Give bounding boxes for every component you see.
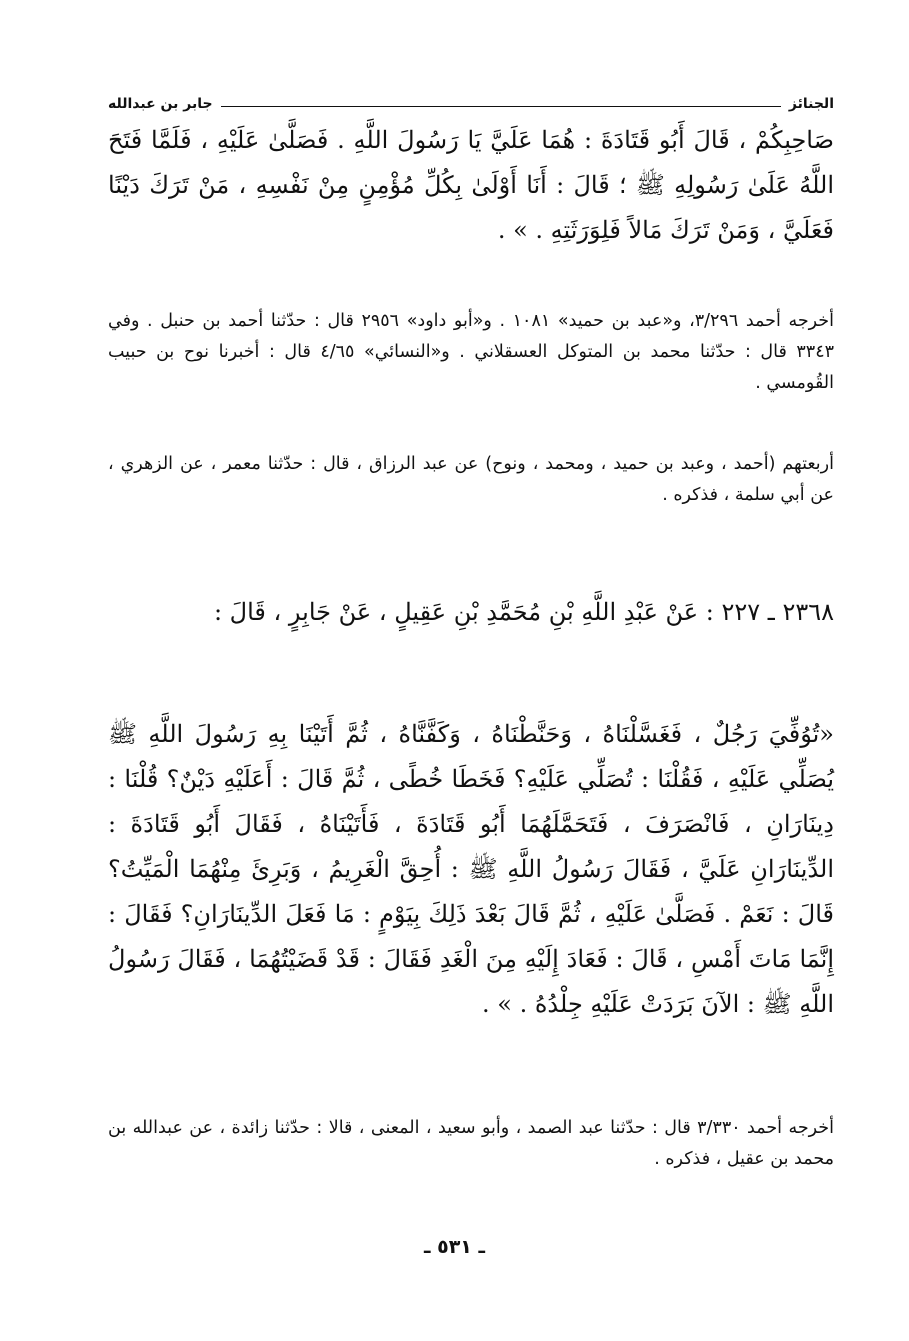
takhrij-paragraph-2: أربعتهم (أحمد ، وعبد بن حميد ، ومحمد ، ونوح) عن عبد الرزاق ، قال : حدّثنا معمر ، عن الزهري ، عن أبي سلمة ، فذكره . [108, 454, 834, 505]
takhrij-paragraph-1: أخرجه أحمد ٣/٢٩٦، و«عبد بن حميد» ١٠٨١ . و«أبو داود» ٢٩٥٦ قال : حدّثنا أحمد بن حنبل . وفي ٣٣٤٣ قال : حدّثنا محمد بن المتوكل العسقلاني . و«النسائي» ٤/٦٥ قال : أخبرنا نوح بن حبيب القُومسي . [108, 311, 834, 393]
hadith-heading: ٢٣٦٨ ـ ٢٢٧ : عَنْ عَبْدِ اللَّهِ بْنِ مُحَمَّدِ بْنِ عَقِيلٍ ، عَنْ جَابِرٍ ، قَالَ : [213, 598, 834, 626]
chapter-title: الجنائز [788, 96, 834, 112]
narrator-title: جابر بن عبدالله [108, 96, 213, 112]
takhrij-paragraph-3: أخرجه أحمد ٣/٣٣٠ قال : حدّثنا عبد الصمد ، وأبو سعيد ، المعنى ، قالا : حدّثنا زائدة ، عن عبدالله بن محمد بن عقيل ، فذكره . [108, 1118, 834, 1169]
page-number: ـ ٥٣١ ـ [423, 1236, 485, 1258]
running-header [108, 90, 834, 112]
hadith-body: «تُوُفِّيَ رَجُلٌ ، فَغَسَّلْنَاهُ ، وَحَنَّطْنَاهُ ، وَكَفَّنَّاهُ ، ثُمَّ أَتَيْنَا بِهِ رَسُولَ اللَّهِ ﷺ يُصَلِّي عَلَيْهِ ، فَقُلْنَا : تُصَلِّي عَلَيْهِ؟ فَخَطَا خُطًى ، ثُمَّ قَالَ : أَعَلَيْهِ دَيْنٌ؟ قُلْنَا : دِينَارَانِ ، فَانْصَرَفَ ، فَتَحَمَّلَهُمَا أَبُو قَتَادَةَ ، فَأَتَيْنَاهُ ، فَقَالَ أَبُو قَتَادَةَ : الدِّينَارَانِ عَلَيَّ ، فَقَالَ رَسُولُ اللَّهِ ﷺ : أُحِقَّ الْغَرِيمُ ، وَبَرِئَ مِنْهُمَا الْمَيِّتُ؟ قَالَ : نَعَمْ . فَصَلَّىٰ عَلَيْهِ ، ثُمَّ قَالَ بَعْدَ ذَلِكَ بِيَوْمٍ : مَا فَعَلَ الدِّينَارَانِ؟ فَقَالَ : إِنَّمَا مَاتَ أَمْسِ ، قَالَ : فَعَادَ إِلَيْهِ مِنَ الْغَدِ فَقَالَ : قَدْ قَضَيْتُهُمَا ، فَقَالَ رَسُولُ اللَّهِ ﷺ : الآنَ بَرَدَتْ عَلَيْهِ جِلْدُهُ . » . [108, 720, 834, 1018]
header-rule [221, 106, 781, 107]
hadith-continuation: صَاحِبِكُمْ ، قَالَ أَبُو قَتَادَةَ : هُمَا عَلَيَّ يَا رَسُولَ اللَّهِ . فَصَلَّىٰ عَلَيْهِ ، فَلَمَّا فَتَحَ اللَّهُ عَلَىٰ رَسُولِهِ ﷺ ؛ قَالَ : أَنَا أَوْلَىٰ بِكُلِّ مُؤْمِنٍ مِنْ نَفْسِهِ ، مَنْ تَرَكَ دَيْنًا فَعَلَيَّ ، وَمَنْ تَرَكَ مَالاً فَلِوَرَثَتِهِ . » . [108, 126, 834, 244]
